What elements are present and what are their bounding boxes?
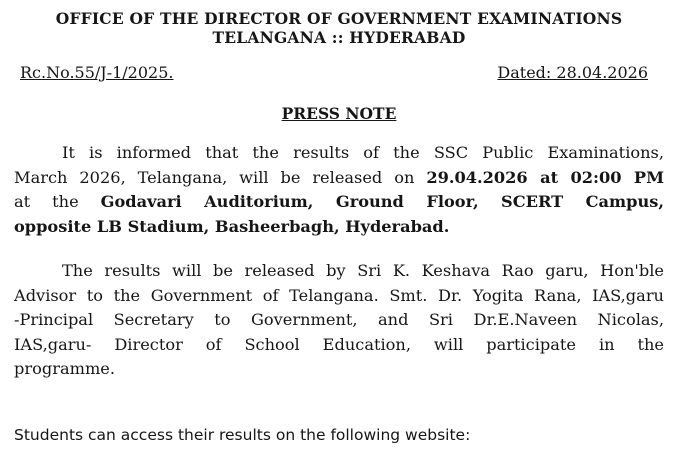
announcement-line-3-text: at the [14,192,101,211]
dignitaries-line-3: -Principal Secretary to Government, and Sri Dr.E.Naveen Nicolas, [14,310,664,329]
venue-name: Godavari Auditorium, Ground Floor, SCERT Campus, [100,192,664,211]
announcement-line-2 [14,166,664,191]
venue-address: opposite LB Stadium, Basheerbagh, Hyderabad. [14,216,450,236]
announcement-line-2-text: March 2026, Telangana, will be released on [14,167,427,187]
release-datetime: 29.04.2026 at 02:00 PM [426,167,664,187]
students-website-line: Students can access their results on the following website: [14,426,471,444]
dignitaries-line-2: Advisor to the Government of Telangana. Smt. Dr. Yogita Rana, IAS,garu [14,285,664,305]
reference-number: Rc.No.55/J-1/2025. [20,63,174,82]
office-header-line1: OFFICE OF THE DIRECTOR OF GOVERNMENT EXAMINATIONS [55,9,623,28]
dignitaries-line-4: IAS,garu- Director of School Education, will participate in the [14,334,664,354]
press-note-title: PRESS NOTE [281,104,397,123]
dignitaries-paragraph [14,259,664,382]
announcement-paragraph [14,141,664,239]
office-header-line2: TELANGANA :: HYDERABAD [212,28,466,47]
announcement-line-3 [14,190,664,215]
announcement-line-1: It is informed that the results of the SSC Public Examinations, [62,143,664,162]
dignitaries-line-1: The results will be released by Sri K. Keshava Rao garu, Hon'ble [62,261,664,280]
dignitaries-line-5: programme. [14,359,116,378]
reference-date: Dated: 28.04.2026 [497,63,648,82]
